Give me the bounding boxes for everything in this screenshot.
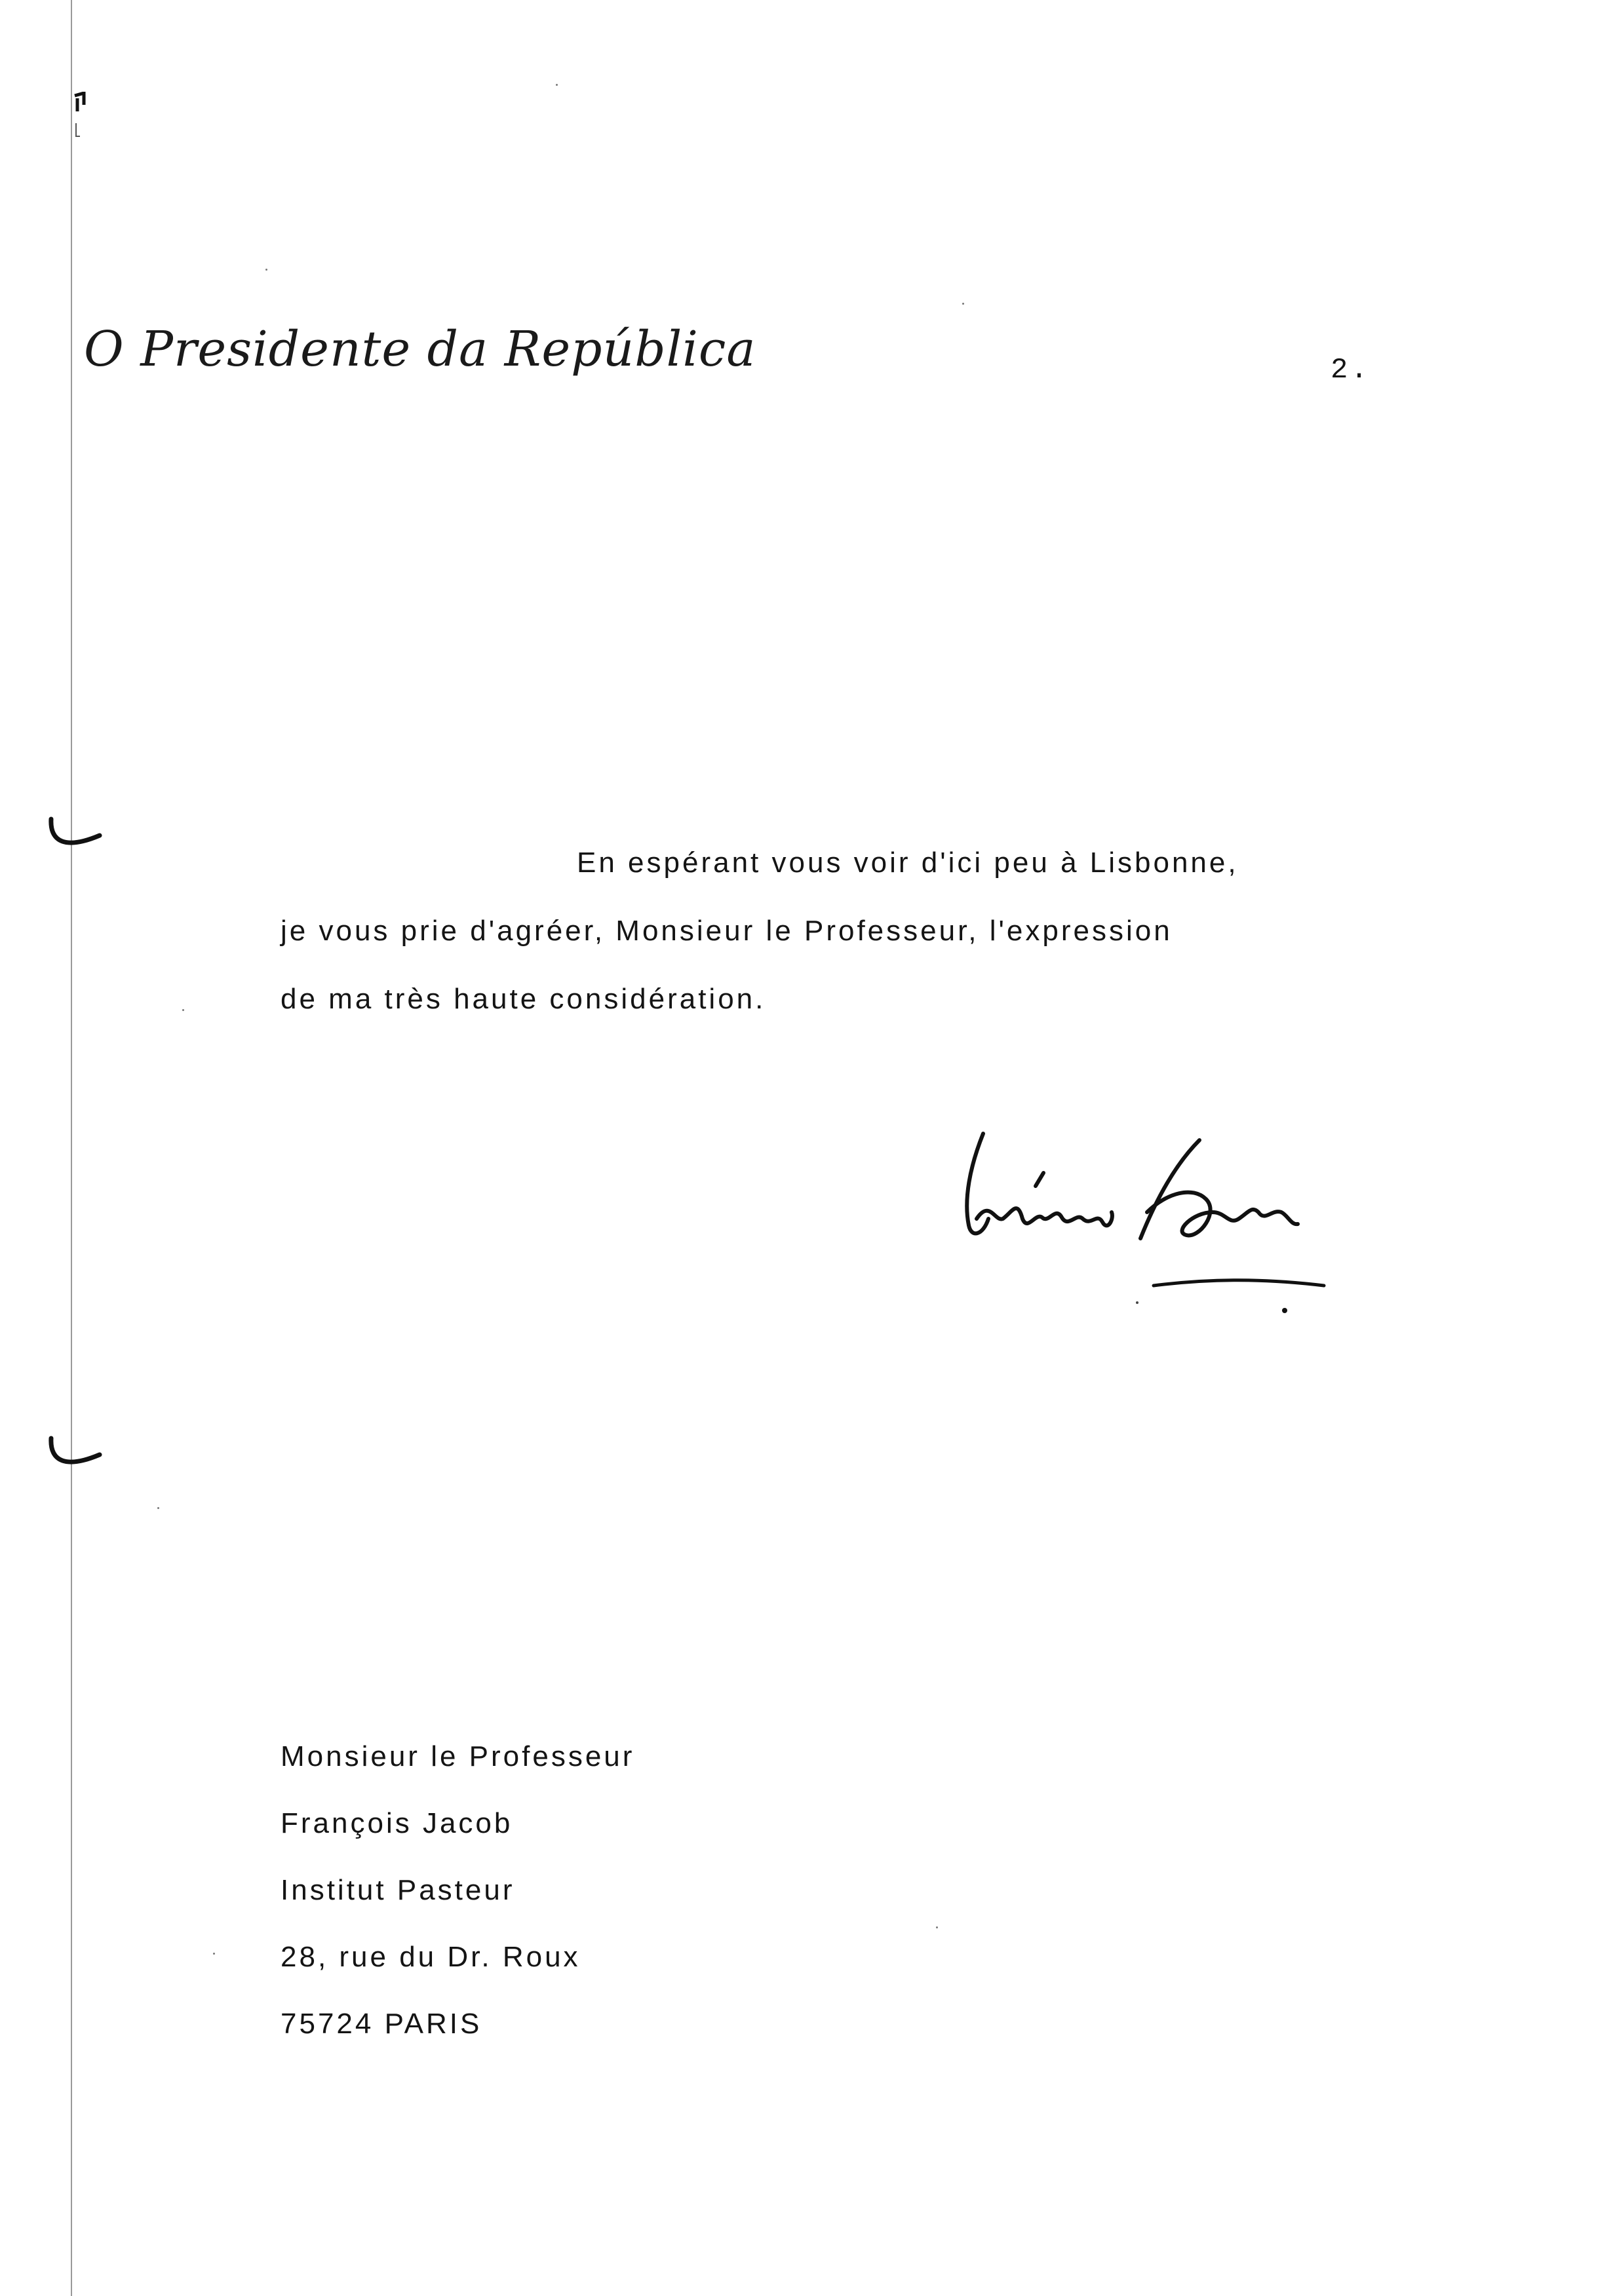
- address-line: 28, rue du Dr. Roux: [281, 1941, 581, 1973]
- address-line: 75724 PARIS: [281, 2008, 482, 2040]
- paper-speck: [936, 1926, 938, 1928]
- paper-speck: [265, 269, 267, 271]
- paper-speck: [213, 1953, 215, 1955]
- paper-speck: [962, 303, 964, 305]
- address-line: Monsieur le Professeur: [281, 1740, 635, 1772]
- body-line: je vous prie d'agréer, Monsieur le Professeur, l'expression: [281, 915, 1173, 947]
- page-number: 2.: [1331, 354, 1371, 387]
- paper-speck: [157, 1507, 159, 1509]
- letterhead-title: O Presidente da República: [84, 321, 756, 377]
- paper-speck: [556, 84, 558, 86]
- recipient-address: [281, 1723, 634, 2057]
- address-line: Institut Pasteur: [281, 1874, 515, 1906]
- closing-paragraph: [281, 829, 1239, 1033]
- binding-tick-mark: [73, 92, 87, 138]
- binding-margin-line: [71, 0, 72, 2296]
- body-line: de ma très haute considération.: [281, 983, 766, 1015]
- handwritten-signature: [957, 1114, 1331, 1330]
- punch-hole-mark-upper: [46, 816, 105, 855]
- address-line: François Jacob: [281, 1807, 513, 1839]
- paper-speck: [182, 1009, 184, 1011]
- punch-hole-mark-lower: [46, 1435, 105, 1474]
- body-line: En espérant vous voir d'ici peu à Lisbonne,: [577, 847, 1239, 879]
